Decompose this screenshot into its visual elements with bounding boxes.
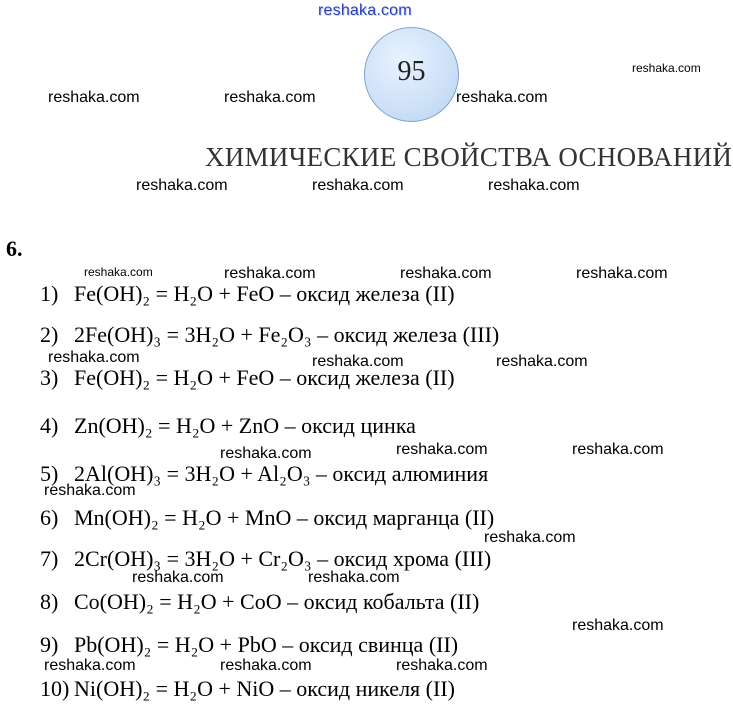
reaction-line: [40, 322, 499, 348]
watermark: reshaka.com: [456, 89, 548, 106]
reaction-number: 6): [40, 505, 59, 530]
page-number-badge: [364, 27, 459, 122]
watermark: reshaka.com: [132, 569, 224, 586]
reaction-text: Pb(OH)₂ = H₂O + PbO – оксид свинца (II): [74, 632, 459, 657]
reaction-line: [40, 546, 491, 572]
reaction-text: Mn(OH)₂ = H₂O + MnO – оксид марганца (II): [74, 505, 495, 530]
reaction-text: 2Fe(OH)₃ = 3H₂O + Fe₂O₃ – оксид железа (III): [74, 322, 500, 347]
top-watermark: reshaka.com: [318, 2, 412, 19]
reaction-text: Fe(OH)₂ = H₂O + FeO – оксид железа (II): [74, 365, 455, 390]
reaction-number: 2): [40, 322, 59, 347]
watermark: reshaka.com: [484, 529, 576, 546]
reaction-number: 1): [40, 281, 59, 306]
watermark: reshaka.com: [576, 265, 668, 282]
watermark: reshaka.com: [400, 265, 492, 282]
reaction-text: Zn(OH)₂ = H₂O + ZnO – оксид цинка: [74, 413, 416, 438]
reaction-text: Fe(OH)₂ = H₂O + FeO – оксид железа (II): [74, 281, 455, 306]
reaction-number: 5): [40, 461, 59, 486]
task-number: 6.: [6, 236, 23, 261]
reaction-line: [40, 632, 458, 658]
watermark: reshaka.com: [84, 265, 153, 279]
reaction-text: 2Cr(OH)₃ = 3H₂O + Cr₂O₃ – оксид хрома (III): [74, 546, 492, 571]
watermark: reshaka.com: [44, 482, 136, 499]
reaction-line: [40, 589, 479, 615]
reaction-text: Co(OH)₂ = H₂O + CoO – оксид кобальта (II): [74, 589, 480, 614]
reaction-number: 8): [40, 589, 59, 614]
watermark: reshaka.com: [48, 89, 140, 106]
watermark: reshaka.com: [396, 441, 488, 458]
reaction-text: 2Al(OH)₃ = 3H₂O + Al₂O₃ – оксид алюминия: [74, 461, 489, 486]
watermark: reshaka.com: [312, 177, 404, 194]
reaction-number: 7): [40, 546, 59, 571]
watermark: reshaka.com: [44, 657, 136, 674]
reaction-number: 9): [40, 632, 59, 657]
reaction-number: 4): [40, 413, 59, 438]
page-title: ХИМИЧЕСКИЕ СВОЙСТВА ОСНОВАНИЙ: [205, 142, 733, 172]
watermark: reshaka.com: [396, 657, 488, 674]
watermark: reshaka.com: [220, 445, 312, 462]
watermark: reshaka.com: [572, 441, 664, 458]
watermark: reshaka.com: [224, 265, 316, 282]
reaction-number: 10): [40, 676, 70, 701]
reaction-line: [40, 676, 455, 702]
watermark: reshaka.com: [224, 89, 316, 106]
watermark: reshaka.com: [496, 353, 588, 370]
page-number: 95: [397, 55, 426, 87]
reaction-line: [40, 413, 416, 439]
watermark: reshaka.com: [488, 177, 580, 194]
watermark: reshaka.com: [312, 353, 404, 370]
watermark: reshaka.com: [632, 61, 701, 75]
reaction-line: [40, 281, 455, 307]
reaction-line: [40, 505, 494, 531]
watermark: reshaka.com: [220, 657, 312, 674]
watermark: reshaka.com: [48, 349, 140, 366]
reaction-number: 3): [40, 365, 59, 390]
watermark: reshaka.com: [308, 569, 400, 586]
reaction-text: Ni(OH)₂ = H₂O + NiO – оксид никеля (II): [74, 676, 455, 701]
watermark: reshaka.com: [572, 617, 664, 634]
watermark: reshaka.com: [136, 177, 228, 194]
